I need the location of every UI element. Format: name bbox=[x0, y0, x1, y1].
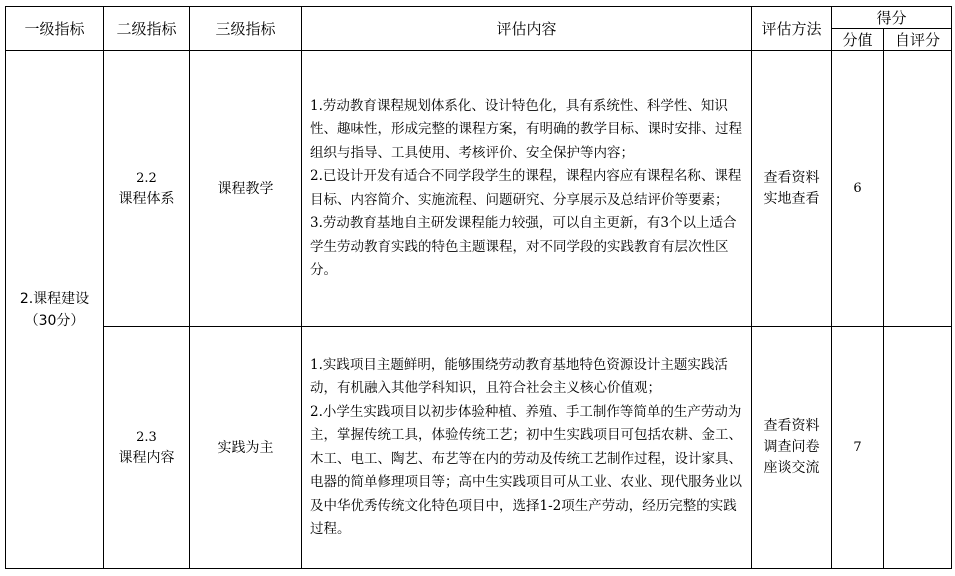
content-cell bbox=[302, 327, 752, 569]
score-cell: 7 bbox=[832, 327, 884, 569]
method-item: 调查问卷 bbox=[763, 439, 820, 455]
level1-name: 2.课程建设 bbox=[19, 290, 90, 307]
content-item: 2.小学生实践项目以初步体验种植、养殖、手工制作等简单的生产劳动为主，掌握传统工具，体验传统工艺；初中生实践项目可包括农耕、金工、木工、电工、陶艺、布艺等在内的劳动及传统工艺制作过程，设计家具、电器的简单修理项目等；高中生实践项目可从工业、农业、现代服务业以及中华优秀传统文化特色项目中，选择1-2项生产劳动，经历完整的实践过程。 bbox=[310, 403, 742, 537]
method-item: 实地查看 bbox=[763, 190, 820, 207]
content-cell bbox=[302, 51, 752, 327]
header-method: 评估方法 bbox=[752, 7, 832, 51]
evaluation-table bbox=[5, 6, 952, 569]
level2-code: 2.2 bbox=[136, 170, 157, 186]
header-score: 得分 bbox=[832, 7, 952, 29]
level3-cell: 课程教学 bbox=[190, 51, 302, 327]
header-content: 评估内容 bbox=[302, 7, 752, 51]
self-score-cell bbox=[884, 327, 952, 569]
header-level3: 三级指标 bbox=[190, 7, 302, 51]
level3-cell: 实践为主 bbox=[190, 327, 302, 569]
table-row bbox=[6, 51, 952, 327]
table-row bbox=[6, 327, 952, 569]
score-cell: 6 bbox=[832, 51, 884, 327]
level2-name: 课程内容 bbox=[118, 449, 175, 466]
method-item: 查看资料 bbox=[763, 418, 820, 434]
level2-name: 课程体系 bbox=[118, 190, 175, 207]
level2-code: 2.3 bbox=[136, 429, 157, 445]
level2-cell bbox=[104, 51, 190, 327]
content-item: 2.已设计开发有适合不同学段学生的课程，课程内容应有课程名称、课程目标、内容简介、实施流程、问题研究、分享展示及总结评价等要素； bbox=[310, 168, 742, 208]
header-self-score: 自评分 bbox=[884, 29, 952, 51]
level1-cell bbox=[6, 51, 104, 569]
content-item: 3.劳动教育基地自主研发课程能力较强，可以自主更新，有3个以上适合学生劳动教育实践的特色主题课程，对不同学段的实践教育有层次性区分。 bbox=[310, 215, 737, 278]
method-item: 查看资料 bbox=[763, 169, 820, 186]
level2-cell bbox=[104, 327, 190, 569]
level1-points: （30分） bbox=[24, 312, 85, 329]
header-score-value: 分值 bbox=[832, 29, 884, 51]
method-cell bbox=[752, 327, 832, 569]
header-level1: 一级指标 bbox=[6, 7, 104, 51]
method-item: 座谈交流 bbox=[763, 460, 820, 476]
content-item: 1.实践项目主题鲜明，能够围绕劳动教育基地特色资源设计主题实践活动，有机融入其他学科知识，且符合社会主义核心价值观； bbox=[310, 356, 728, 396]
header-level2: 二级指标 bbox=[104, 7, 190, 51]
content-item: 1.劳动教育课程规划体系化、设计特色化，具有系统性、科学性、知识性、趣味性，形成完整的课程方案，有明确的教学目标、课时安排、过程组织与指导、工具使用、考核评价、安全保护等内容； bbox=[310, 97, 742, 161]
method-cell bbox=[752, 51, 832, 327]
self-score-cell bbox=[884, 51, 952, 327]
